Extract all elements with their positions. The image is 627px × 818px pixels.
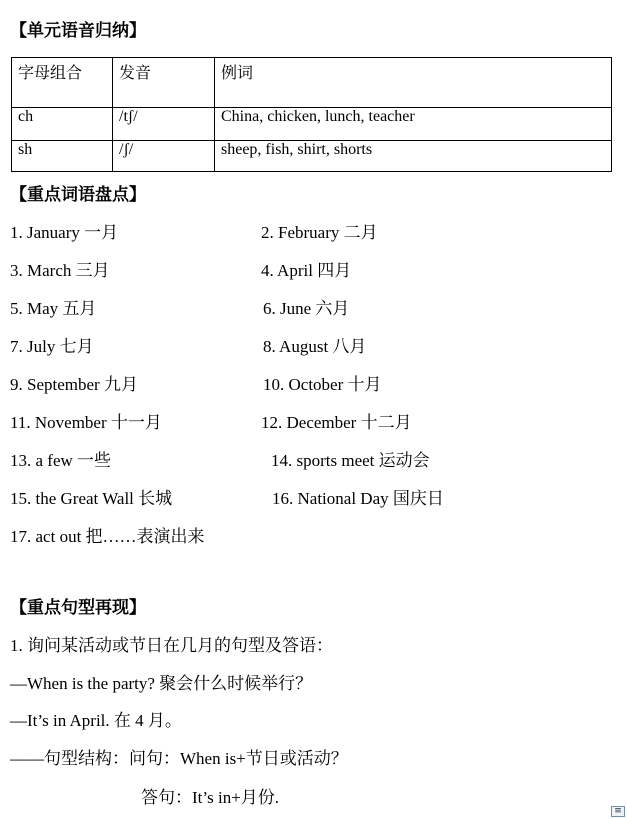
vocab-item: 3. March 三月 bbox=[10, 261, 110, 280]
sentence-line: —It’s in April. 在 4 月。 bbox=[10, 711, 182, 730]
table-row bbox=[12, 141, 612, 172]
vocab-item: 6. June 六月 bbox=[263, 299, 350, 318]
menu-icon[interactable]: ≡ bbox=[611, 806, 625, 817]
vocab-item: 8. August 八月 bbox=[263, 337, 367, 356]
sentence-line: ——句型结构：问句：When is+节日或活动？ bbox=[10, 749, 348, 768]
sentence-line: 答句：It’s in+月份. bbox=[141, 788, 280, 807]
vocab-item: 13. a few 一些 bbox=[10, 451, 112, 470]
vocab-item: 16. National Day 国庆日 bbox=[272, 489, 444, 508]
column-header-sound: 发音 bbox=[113, 58, 215, 108]
vocab-item: 17. act out 把……表演出来 bbox=[10, 527, 205, 546]
vocab-item: 1. January 一月 bbox=[10, 223, 119, 242]
vocab-item: 2. February 二月 bbox=[261, 223, 378, 242]
sentence-line: —When is the party? 聚会什么时候举行？ bbox=[10, 674, 313, 693]
vocab-item: 4. April 四月 bbox=[261, 261, 352, 280]
sentence-line: 1. 询问某活动或节日在几月的句型及答语： bbox=[10, 636, 333, 655]
vocab-item: 14. sports meet 运动会 bbox=[271, 451, 430, 470]
column-header-examples: 例词 bbox=[215, 58, 612, 108]
vocab-heading: 【重点词语盘点】 bbox=[10, 185, 146, 204]
cell-sound: /tʃ/ bbox=[113, 108, 215, 141]
vocab-item: 5. May 五月 bbox=[10, 299, 97, 318]
cell-combo: ch bbox=[12, 108, 113, 141]
vocab-item: 11. November 十一月 bbox=[10, 413, 162, 432]
sentences-heading: 【重点句型再现】 bbox=[10, 598, 146, 617]
vocab-item: 12. December 十二月 bbox=[261, 413, 412, 432]
vocab-item: 10. October 十月 bbox=[263, 375, 382, 394]
table-header-row bbox=[12, 58, 612, 108]
vocab-item: 15. the Great Wall 长城 bbox=[10, 489, 173, 508]
cell-examples: sheep, fish, shirt, shorts bbox=[215, 141, 612, 172]
cell-examples: China, chicken, lunch, teacher bbox=[215, 108, 612, 141]
vocab-item: 9. September 九月 bbox=[10, 375, 138, 394]
vocab-item: 7. July 七月 bbox=[10, 337, 94, 356]
phonics-table bbox=[11, 57, 612, 172]
column-header-letters: 字母组合 bbox=[12, 58, 113, 108]
cell-combo: sh bbox=[12, 141, 113, 172]
cell-sound: /ʃ/ bbox=[113, 141, 215, 172]
phonics-heading: 【单元语音归纳】 bbox=[10, 21, 146, 40]
table-row bbox=[12, 108, 612, 141]
